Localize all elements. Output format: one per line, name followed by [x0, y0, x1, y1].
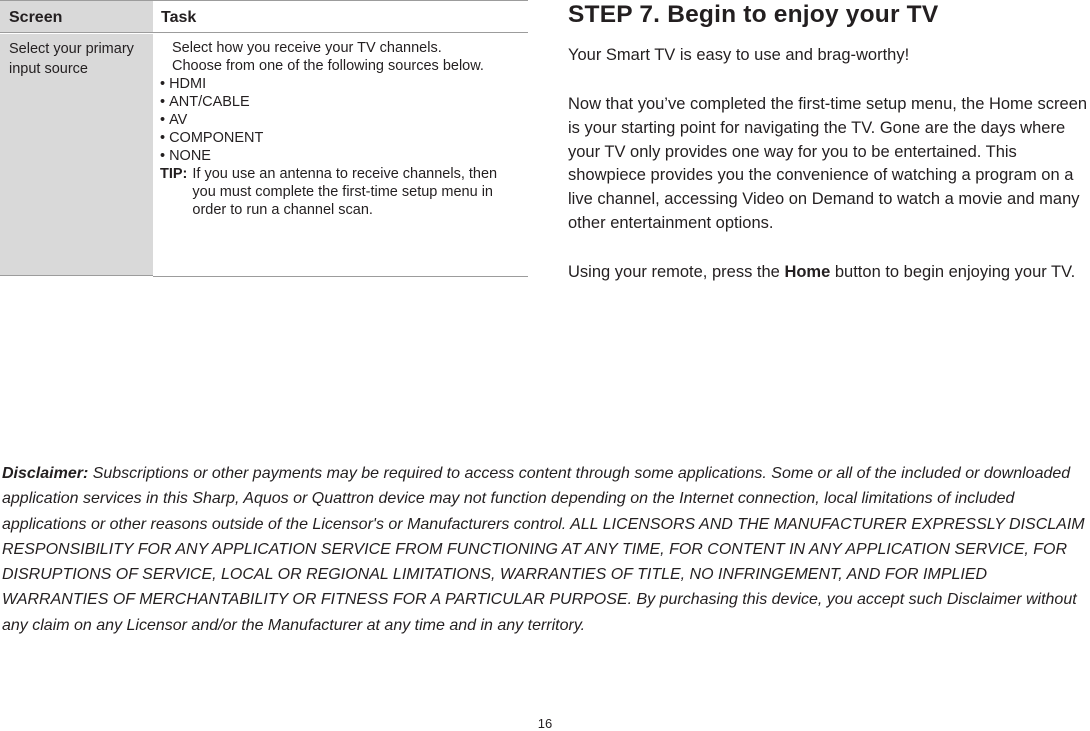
task-intro-line-2: Choose from one of the following sources below. [172, 58, 484, 74]
tip [153, 165, 528, 219]
list-item: • COMPONENT [160, 129, 528, 147]
paragraph-3-lead: Using your remote, press the [568, 263, 785, 281]
step-section [568, 0, 1088, 281]
source-list [153, 75, 528, 165]
tip-label: TIP: [160, 166, 188, 182]
list-item: • AV [160, 111, 528, 129]
task-cell [153, 34, 528, 277]
list-item: • HDMI [160, 75, 528, 93]
tip-text: If you use an antenna to receive channels, then you must complete the first-time setup menu in order to run a channel scan. [192, 166, 498, 218]
disclaimer-label: Disclaimer: [2, 465, 89, 482]
column-header-task: Task [153, 0, 528, 33]
disclaimer [2, 461, 1088, 638]
task-intro-line-1: Select how you receive your TV channels. [172, 40, 442, 56]
step-title: STEP 7. Begin to enjoy your TV [568, 1, 939, 28]
step-paragraph-2: Now that you’ve completed the first-time setup menu, the Home screen is your starting point for navigating the TV. Gone are the days where your TV only provides one way for you to be entertained. This showpiece provides you the convenience of watching a program on a live channel, accessing Video on Demand to watch a movie and many other entertainment options. [568, 95, 1088, 232]
step-paragraph-3 [568, 261, 1090, 285]
column-header-screen: Screen [0, 0, 153, 33]
page-number: 16 [537, 716, 553, 731]
step-paragraph-1: Your Smart TV is easy to use and brag-worthy! [568, 46, 910, 64]
list-item: • ANT/CABLE [160, 93, 528, 111]
home-button-label: Home [784, 263, 831, 281]
list-item: • NONE [160, 147, 528, 165]
screen-cell: Select your primary input source [0, 34, 153, 276]
paragraph-3-tail: button to begin enjoying your TV. [830, 263, 1076, 281]
disclaimer-text: Subscriptions or other payments may be required to access content through some applications. Some or all of the included or downloaded application services in this Sharp, Aquos or Quattron device may not function depending on the Internet connection, local limitations of included applications or other reasons outside of the Licensor's or Manufacturers control. ALL LICENSORS AND THE MANUFACTURER EXPRESSLY DISCLAIM RESPONSIBILITY FOR ANY APPLICATION SERVICE FROM FUNCTIONING AT ANY TIME, FOR CONTENT IN ANY APPLICATION SERVICE, FOR DISRUPTIONS OF SERVICE, LOCAL OR REGIONAL LIMITATIONS, WARRANTIES OF TITLE, NO INFRINGEMENT, AND FOR IMPLIED WARRANTIES OF MERCHANTABILITY OR FITNESS FOR A PARTICULAR PURPOSE. By purchasing this device, you accept such Disclaimer without any claim on any Licensor and/or the Manufacturer at any time and in any territory. [2, 465, 1085, 634]
